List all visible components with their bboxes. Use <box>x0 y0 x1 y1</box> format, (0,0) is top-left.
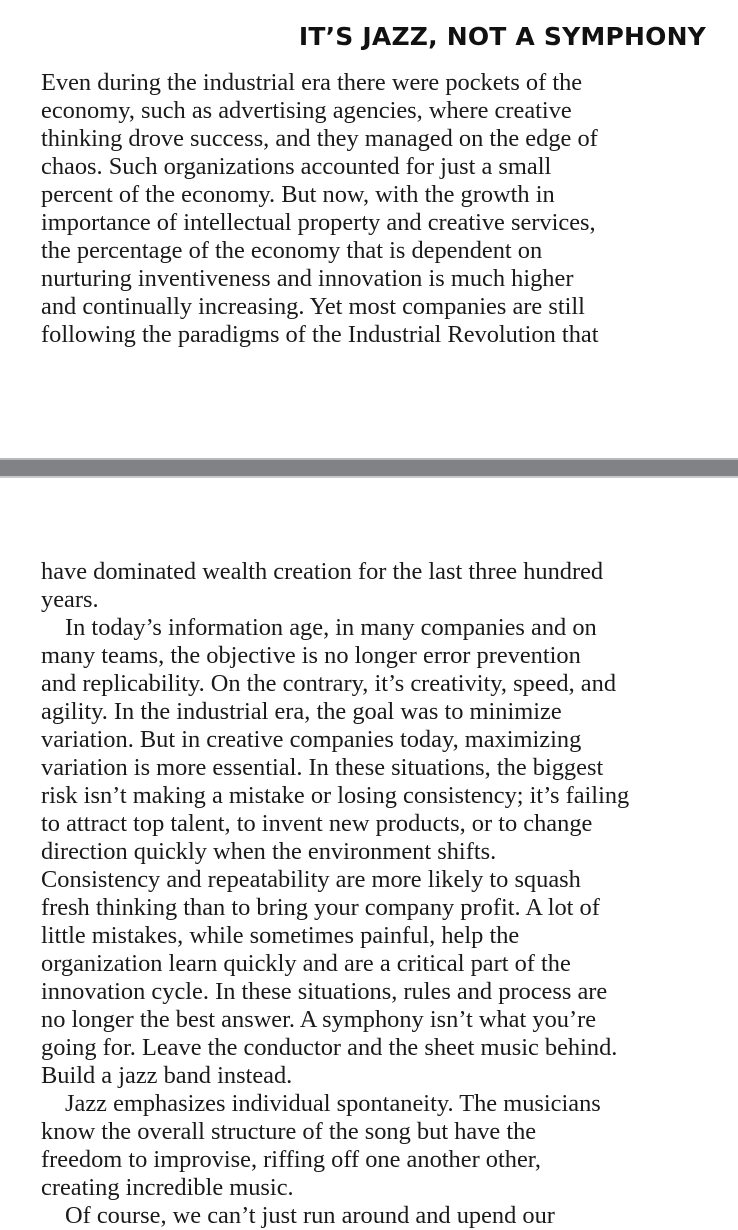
text-line: importance of intellectual property and creative services, <box>41 209 596 236</box>
text-line: little mistakes, while sometimes painful, help the <box>41 922 520 949</box>
text-line: thinking drove success, and they managed on the edge of <box>41 125 598 152</box>
text-line: chaos. Such organizations accounted for just a small <box>41 153 552 180</box>
text-line: to attract top talent, to invent new products, or to change <box>41 810 593 837</box>
text-line: many teams, the objective is no longer error prevention <box>41 642 581 669</box>
text-line: freedom to improvise, riffing off one another other, <box>41 1146 542 1173</box>
text-line: Build a jazz band instead. <box>41 1062 293 1089</box>
text-line: direction quickly when the environment shifts. <box>41 838 497 865</box>
text-line: and continually increasing. Yet most companies are still <box>41 293 585 320</box>
page-top-text <box>41 69 711 349</box>
text-line: Even during the industrial era there were pockets of the <box>41 69 583 96</box>
text-line: and replicability. On the contrary, it’s creativity, speed, and <box>41 670 617 697</box>
page-divider <box>0 458 738 478</box>
text-line: have dominated wealth creation for the last three hundred <box>41 558 604 585</box>
text-line: going for. Leave the conductor and the sheet music behind. <box>41 1034 618 1061</box>
text-line: creating incredible music. <box>41 1174 294 1201</box>
page-bottom-text <box>41 558 711 1230</box>
text-line: agility. In the industrial era, the goal was to minimize <box>41 698 562 725</box>
text-line: innovation cycle. In these situations, rules and process are <box>41 978 608 1005</box>
text-line: fresh thinking than to bring your company profit. A lot of <box>41 894 600 921</box>
text-line: know the overall structure of the song but have the <box>41 1118 537 1145</box>
text-line: percent of the economy. But now, with the growth in <box>41 181 555 208</box>
text-line: variation is more essential. In these situations, the biggest <box>41 754 604 781</box>
text-line: nurturing inventiveness and innovation is much higher <box>41 265 574 292</box>
text-line: risk isn’t making a mistake or losing consistency; it’s failing <box>41 782 630 809</box>
text-line: organization learn quickly and are a critical part of the <box>41 950 571 977</box>
text-line: economy, such as advertising agencies, where creative <box>41 97 572 124</box>
text-line: Consistency and repeatability are more likely to squash <box>41 866 581 893</box>
text-line: the percentage of the economy that is dependent on <box>41 237 543 264</box>
text-line: no longer the best answer. A symphony isn’t what you’re <box>41 1006 597 1033</box>
paragraph-start-line: Jazz emphasizes individual spontaneity. The musicians <box>65 1090 601 1117</box>
running-head: IT’S JAZZ, NOT A SYMPHONY <box>298 22 706 51</box>
paragraph-start-line: In today’s information age, in many companies and on <box>65 614 597 641</box>
paragraph-start-line: Of course, we can’t just run around and upend our <box>65 1202 555 1229</box>
text-line: years. <box>41 586 99 613</box>
page-upper <box>0 0 738 458</box>
text-line: variation. But in creative companies today, maximizing <box>41 726 582 753</box>
text-line: following the paradigms of the Industrial Revolution that <box>41 321 599 348</box>
